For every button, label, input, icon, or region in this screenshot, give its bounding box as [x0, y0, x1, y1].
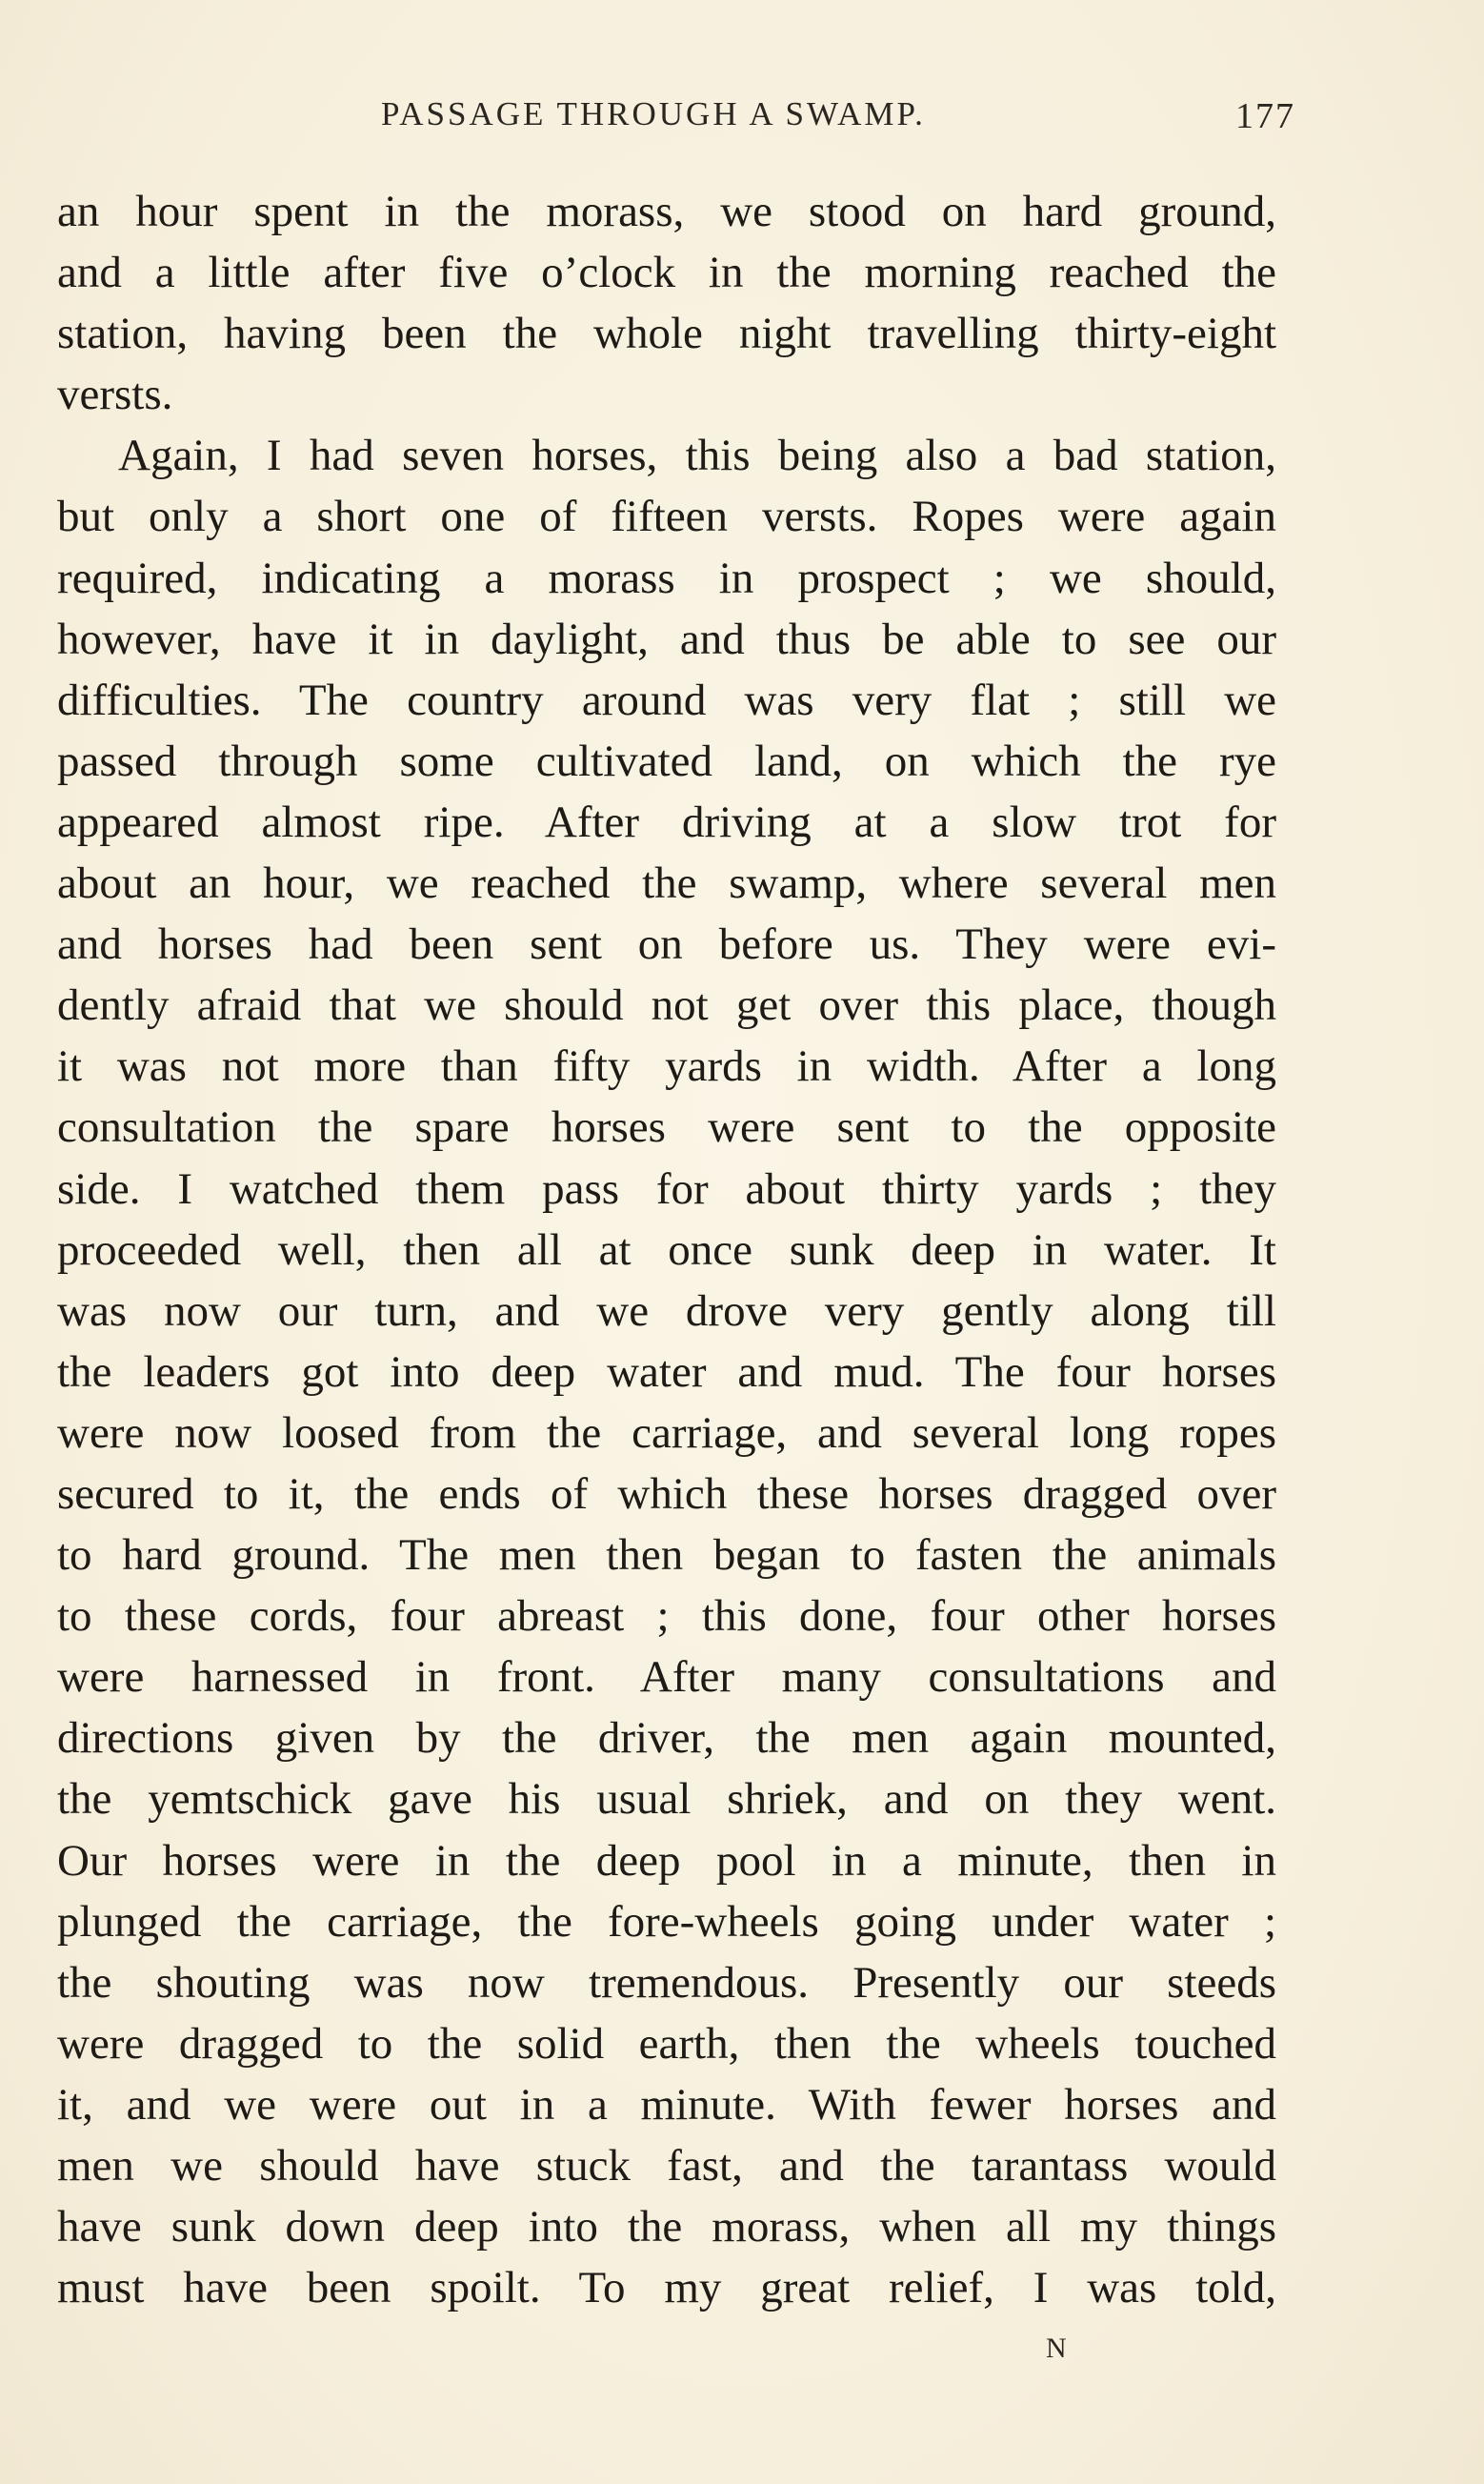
text-line: were now loosed from the carriage, and several long ropes	[57, 1407, 1276, 1458]
text-line: about an hour, we reached the swamp, where several men	[57, 858, 1276, 909]
text-line: must have been spoilt. To my great relief, I was told,	[57, 2263, 1276, 2313]
text-line: side. I watched them pass for about thirty yards ; they	[57, 1163, 1276, 1214]
text-line: Again, I had seven horses, this being also a bad station,	[118, 431, 1276, 481]
text-line: Our horses were in the deep pool in a minute, then in	[57, 1835, 1276, 1886]
text-line: was now our turn, and we drove very gently along till	[57, 1285, 1276, 1336]
signature-mark: N	[1046, 2333, 1069, 2364]
running-head	[57, 95, 1295, 152]
text-line: the shouting was now tremendous. Presently our steeds	[57, 1957, 1276, 2008]
page-number: 177	[1235, 96, 1295, 136]
text-line: and horses had been sent on before us. They were evi-	[57, 919, 1276, 970]
text-line: required, indicating a morass in prospect ; we should,	[57, 553, 1276, 603]
text-line: consultation the spare horses were sent to the opposite	[57, 1102, 1276, 1153]
text-line: and a little after five o’clock in the morning reached the	[57, 248, 1276, 298]
text-line: to hard ground. The men then began to fasten the animals	[57, 1530, 1276, 1581]
text-line: however, have it in daylight, and thus be able to see our	[57, 614, 1276, 664]
text-line: the yemtschick gave his usual shriek, and on they went.	[57, 1774, 1276, 1825]
text-line: to these cords, four abreast ; this done, four other horses	[57, 1591, 1276, 1642]
text-line: it, and we were out in a minute. With fewer horses and	[57, 2079, 1276, 2130]
text-line: station, having been the whole night travelling thirty-eight	[57, 309, 1276, 359]
text-line: were dragged to the solid earth, then the wheels touched	[57, 2018, 1276, 2069]
text-line: difficulties. The country around was very flat ; still we	[57, 675, 1276, 725]
text-line: an hour spent in the morass, we stood on hard ground,	[57, 187, 1276, 236]
text-line: the leaders got into deep water and mud. The four horses	[57, 1346, 1276, 1397]
text-line: men we should have stuck fast, and the tarantass would	[57, 2141, 1276, 2191]
text-line: appeared almost ripe. After driving at a slow trot for	[57, 797, 1276, 847]
body-text	[57, 181, 1276, 2318]
text-line: have sunk down deep into the morass, when all my things	[57, 2202, 1276, 2252]
text-line: dently afraid that we should not get over this place, though	[57, 980, 1276, 1031]
text-line: versts.	[57, 370, 173, 420]
text-line: directions given by the driver, the men again mounted,	[57, 1713, 1276, 1764]
text-line: were harnessed in front. After many consultations and	[57, 1652, 1276, 1703]
text-line: secured to it, the ends of which these horses dragged over	[57, 1468, 1276, 1519]
running-title: PASSAGE THROUGH A SWAMP.	[381, 95, 926, 132]
text-line: passed through some cultivated land, on which the rye	[57, 736, 1276, 786]
text-line: it was not more than fifty yards in width. After a long	[57, 1041, 1276, 1092]
text-line: plunged the carriage, the fore-wheels going under water ;	[57, 1896, 1276, 1947]
text-line: but only a short one of fifteen versts. Ropes were again	[57, 492, 1276, 542]
text-line: proceeded well, then all at once sunk deep in water. It	[57, 1224, 1276, 1275]
